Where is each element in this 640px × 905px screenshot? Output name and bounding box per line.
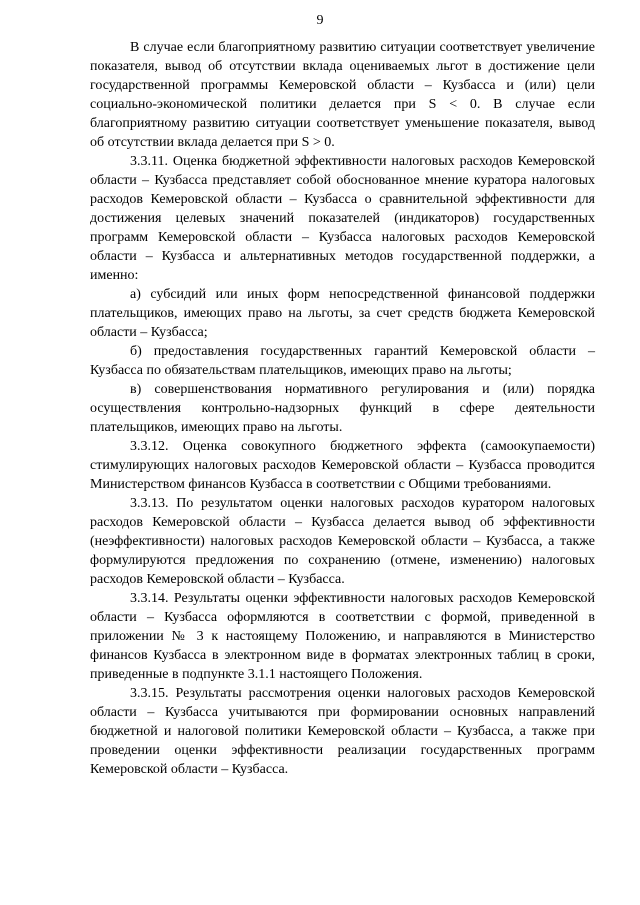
paragraph-s-condition: В случае если благоприятному развитию ситуации соответствует увеличение показателя, вывод об отсутствии вклада оцениваемых льгот в достижение цели государственной программы Кемеровской области – Кузбасса и (или) цели социально-экономической политики делается при S < 0. В случае если благоприятному развитию ситуации соответствует уменьшение показателя, вывод об отсутствии вклада делается при S > 0. <box>90 40 595 150</box>
document-body <box>90 38 595 779</box>
paragraph-3-3-13: 3.3.13. По результатом оценки налоговых расходов куратором налоговых расходов Кемеровской области – Кузбасса делается вывод об эффективности (неэффективности) налоговых расходов Кемеровской области – Кузбасса, а также формулируются предложения по сохранению (отмене, изменению) налоговых расходов Кемеровской области – Кузбасса. <box>90 496 595 587</box>
list-item-v: в) совершенствования нормативного регулирования и (или) порядка осуществления контрольно-надзорных функций в сфере деятельности плательщиков, имеющих право на льготы. <box>90 382 595 435</box>
list-item-b: б) предоставления государственных гарантий Кемеровской области – Кузбасса по обязательствам плательщиков, имеющих право на льготы; <box>90 344 595 378</box>
paragraph-3-3-14: 3.3.14. Результаты оценки эффективности налоговых расходов Кемеровской области – Кузбасса оформляются в соответствии с формой, приведенной в приложении № 3 к настоящему Положению, и направляются в Министерство финансов Кузбасса в электронном виде в форматах электронных таблиц в сроки, приведенные в подпункте 3.1.1 настоящего Положения. <box>90 591 595 682</box>
page-number: 9 <box>316 13 324 28</box>
paragraph-3-3-12: 3.3.12. Оценка совокупного бюджетного эффекта (самоокупаемости) стимулирующих налоговых расходов Кемеровской области – Кузбасса проводится Министерством финансов Кузбасса в соответствии с Общими требованиями. <box>90 439 595 492</box>
paragraph-3-3-11: 3.3.11. Оценка бюджетной эффективности налоговых расходов Кемеровской области – Кузбасса представляет собой обоснованное мнение куратора налоговых расходов Кемеровской области – Кузбасса о сравнительной эффективности для достижения целевых значений показателей (индикаторов) государственных программ Кемеровской области – Кузбасса налоговых расходов Кемеровской области – Кузбасса и альтернативных методов государственной поддержки, а именно: <box>90 154 595 283</box>
list-item-a: а) субсидий или иных форм непосредственной финансовой поддержки плательщиков, имеющих право на льготы, за счет средств бюджета Кемеровской области – Кузбасса; <box>90 287 595 340</box>
paragraph-3-3-15: 3.3.15. Результаты рассмотрения оценки налоговых расходов Кемеровской области – Кузбасса учитываются при формировании основных направлений бюджетной и налоговой политики Кемеровской области – Кузбасса, а также при проведении оценки эффективности реализации государственных программ Кемеровской области – Кузбасса. <box>90 686 595 777</box>
